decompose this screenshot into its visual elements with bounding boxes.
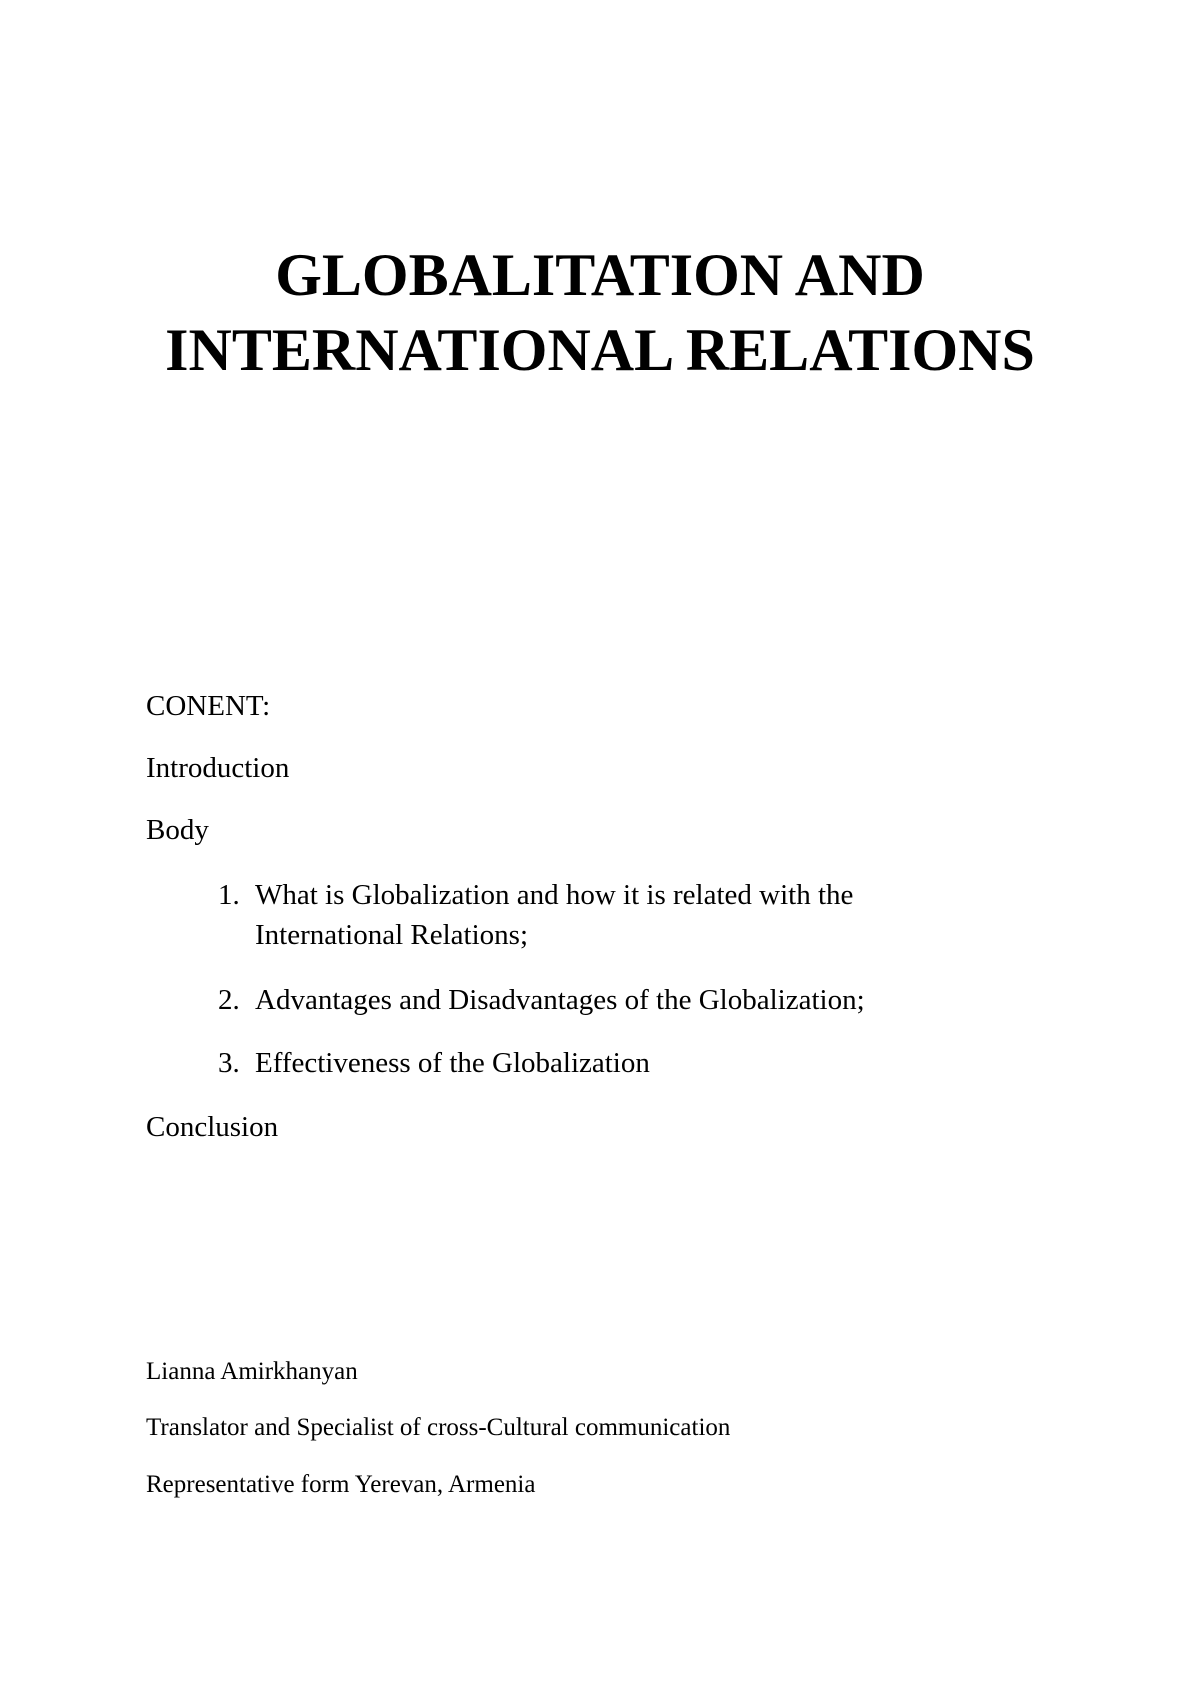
list-number: 1. xyxy=(218,879,240,911)
title-line-2: INTERNATIONAL RELATIONS xyxy=(165,317,1035,383)
list-text: Advantages and Disadvantages of the Globalization; xyxy=(255,984,865,1016)
toc-list-item-3 xyxy=(218,1043,978,1083)
author-name: Lianna Amirkhanyan xyxy=(146,1358,358,1385)
list-number: 2. xyxy=(218,984,240,1016)
author-title: Translator and Specialist of cross-Cultural communication xyxy=(146,1414,731,1441)
list-text: What is Globalization and how it is related with the International Relations; xyxy=(255,879,854,951)
contents-heading: CONENT: xyxy=(146,690,271,722)
toc-conclusion: Conclusion xyxy=(146,1111,279,1143)
toc-list-item-2 xyxy=(218,980,978,1020)
document-title xyxy=(0,238,1200,388)
toc-body: Body xyxy=(146,814,209,846)
toc-list-item-1 xyxy=(218,875,978,955)
list-text: Effectiveness of the Globalization xyxy=(255,1047,650,1079)
author-location: Representative form Yerevan, Armenia xyxy=(146,1471,536,1498)
title-line-1: GLOBALITATION AND xyxy=(275,242,925,308)
toc-introduction: Introduction xyxy=(146,752,290,784)
list-number: 3. xyxy=(218,1047,240,1079)
